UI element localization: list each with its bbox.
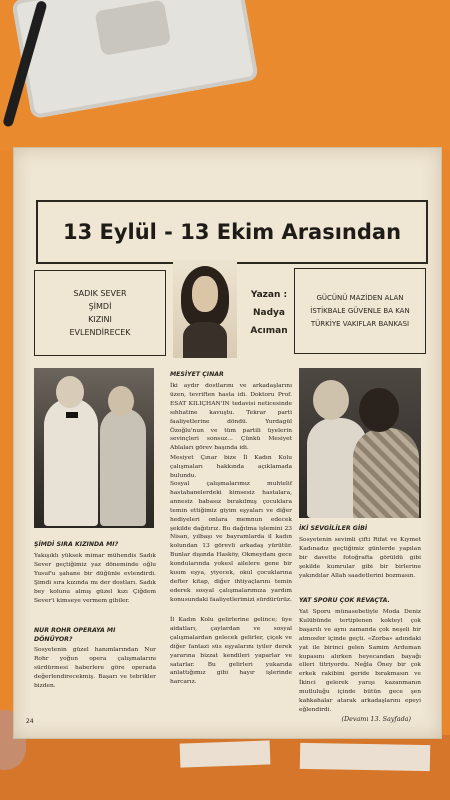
section-heading: ŞİMDİ SIRA KIZINDA MI?	[34, 541, 119, 548]
page-title: 13 Eylül - 13 Ekim Arasından	[62, 220, 402, 244]
photo-woman	[100, 408, 146, 526]
teaser-line: ŞİMDİ	[88, 302, 112, 311]
author-first-name: Nadya	[253, 308, 285, 318]
author-last-name: Acıman	[250, 326, 288, 336]
author-portrait	[173, 260, 237, 358]
ad-line: İSTİKBALE GÜVENLE BA KAN	[310, 306, 410, 315]
photo-couple-right	[299, 368, 421, 518]
photo-couple-left	[34, 368, 154, 528]
photo-woman-head	[359, 388, 399, 432]
shoulders	[183, 322, 227, 358]
ad-line: GÜCÜNÜ MAZİDEN ALAN	[316, 293, 404, 302]
article-text: Sosyetenin sevimli çifti Rifat ve Kıymet Kadınadız geçtiğimiz günlerde yapılan bir davette fotoğrafta görüldü gibi şekilde kumrular gibi bir birlerine yakındılar Allah saadetlerini bozmasın.	[299, 537, 421, 579]
article-text: Yakışıklı yüksek mimar mühendis Sadık Sever geçtiğimiz yaz döneminde oğlu Yusuf'u şahane bir düğünle evlendirdi. Şimdi sıra kızında mı der dostları. Sadık bey kolunu almış güzel kızı Çiğdem Sever'i kimseye vermem gibiler.	[34, 553, 156, 604]
section-heading: MESİYET ÇINAR	[170, 371, 224, 378]
continued-note: (Devamı 13. Sayfada)	[341, 715, 411, 723]
article-text: Mesiyet Çınar bize İl Kadın Kolu çalışmaları hakkında açıklamada bulundu.	[170, 455, 292, 479]
teaser-line: SADIK SEVER	[73, 289, 127, 298]
face	[192, 276, 218, 312]
article-text: İki aydır dostlarını ve arkadaşlarını üzen, tevriften hasta idi. Doktoru Prof. ESAT KILIÇHAN'IN tedavisi neticesinde sıhhatine kavuştu. Tekrar parti faaliyetlerine döndü. Yurdagül Özoğlu'nun ve tüm partili üyelerin sevinçleri sonsuz... Çünkü Mesiyet Ablaları görev başında idi.	[170, 383, 292, 452]
article-text: Sosyetenin güzel hanımlarından Nur Rohr yoğun opera çalışmalarını sürdürmesi haberlere göre operada değerlendirecekmiş. Başarı ve tebrikler bizden.	[34, 647, 156, 689]
section-heading: NUR ROHR OPERAYA MI DÖNÜYOR?	[34, 627, 116, 643]
headline-box	[36, 200, 428, 264]
article-text: Sosyal çalışmalarımız muhtelif hastahanelerdeki kimsesiz hastalara, annesiz babasız bırakılmış çocuklara temin ettiğimiz giyim eşyaları ve diğer hediyeleri onlara memnun edecek şekilde dağıtırız. Bu dağıtma işlemini 23 Nisan, yılbaşı ve bayramlarda il kadın kolundan 13 görevli arkadaş yürütür. Bunlar dışında Hasköy, Okmeydanı gece kondularında yokesl ailelere gene bir kısım eşya, yiyecek, okul çocuklarına defter kitap, diğer ihtiyaçlarını temin ederek sosyal çalışmalarımıza yardım konusundaki faaliyetlerimizi sürdürürüz.	[170, 481, 292, 603]
magazine-page	[13, 147, 442, 739]
socket-slot	[94, 0, 171, 56]
teaser-box-left	[34, 270, 166, 356]
photo-woman	[353, 428, 419, 518]
teaser-line: EVLENDİRECEK	[69, 328, 131, 337]
photo-man-head	[313, 380, 349, 420]
paper-scrap	[180, 740, 271, 767]
ad-line: TÜRKİYE VAKIFLAR BANKASI	[310, 319, 410, 328]
section-heading: İKİ SEVGİLİLER GİBİ	[299, 525, 368, 532]
teaser-line: KIZINI	[88, 315, 112, 324]
paper-scrap	[300, 743, 430, 771]
photo-woman-head	[108, 386, 134, 416]
article-text: İl Kadın Kolu gelirlerine gelince; üye aidatları, çaylardan ve sosyal çalışmalardan gelecek gelirler, çiçek ve diğer fantazi süs eşyalarını iyiler derek yararına bizzat kendileri yaparlar ve satarlar. Bu gelirleri yukarıda anlattığımız gibi hayır işlerinde harcarız.	[170, 617, 292, 686]
author-byline	[244, 286, 294, 340]
page-number: 24	[26, 718, 34, 725]
section-heading: YAT SPORU ÇOK REVAÇTA.	[299, 597, 390, 604]
photo-man-head	[56, 376, 84, 408]
article-text: Yat Sporu münasebetiyle Moda Deniz Kulübünde tertiplenen kokteyl çok başarılı ve aynı zamanda çok neşeli bir atmosfer içinde geçti. «Zorba» adındaki yat ile birinci gelen Samim Arduman kupasını alırken heyecandan bayağı elleri titriyordu. Neğla Öney bir çok erkek rakibini geride bırakmasın ve İkinci gelerek yarışı kazanmanın mutluluğu içinde bütün gece şen kahkahalar atarak arkadaşlarını epeyi eğlendirdi.	[299, 609, 421, 713]
ad-box-right	[294, 268, 426, 354]
author-label: Yazan :	[250, 290, 288, 300]
bow-tie	[66, 412, 78, 418]
